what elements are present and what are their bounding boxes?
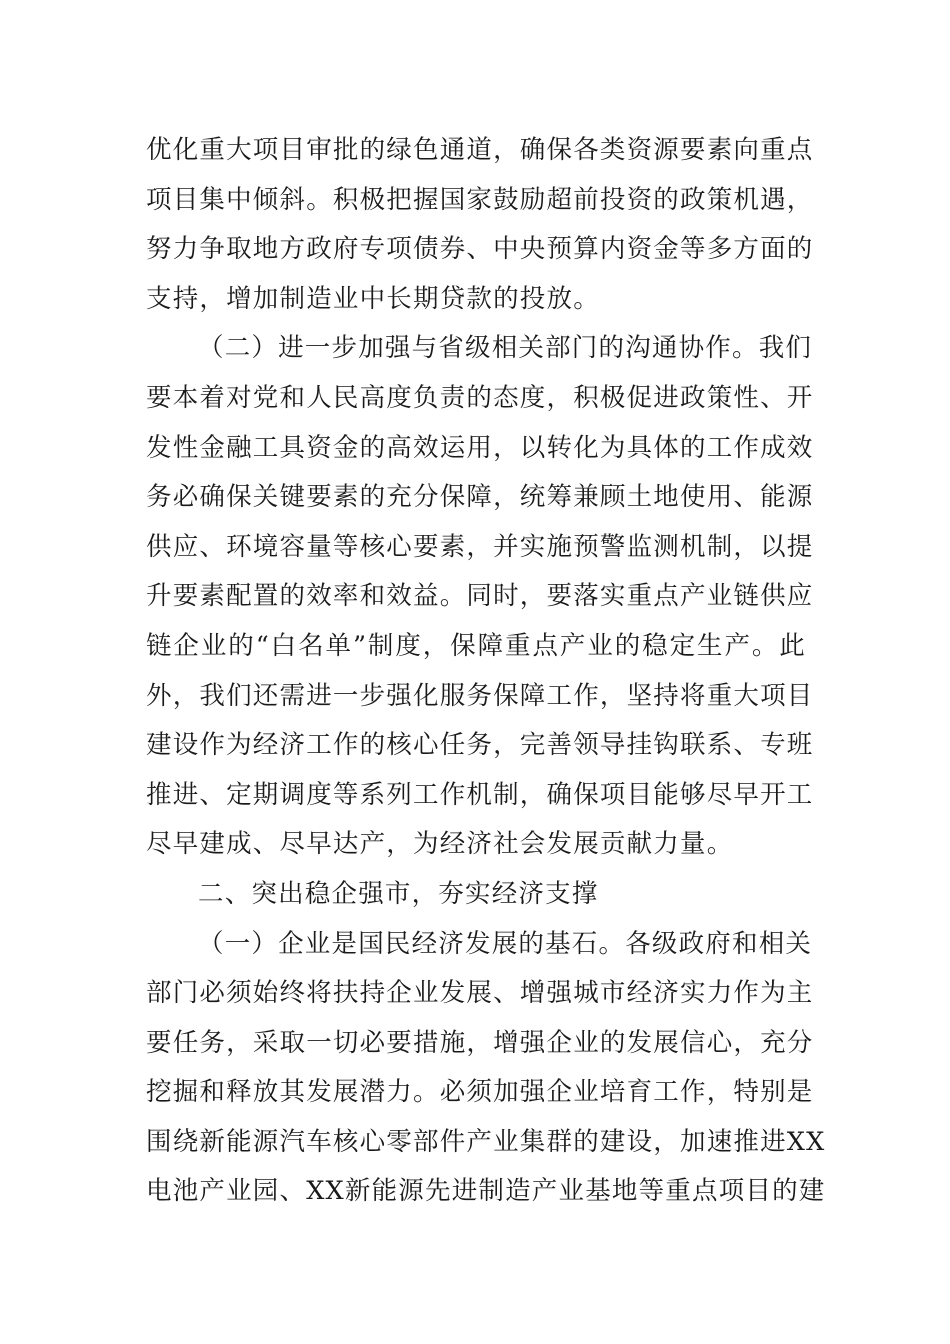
text-line: 供应、环境容量等核心要素，并实施预警监测机制，以提 [146, 531, 814, 562]
text-line: 要任务，采取一切必要措施，增强企业的发展信心，充分 [146, 1027, 814, 1058]
text-line: 项目集中倾斜。积极把握国家鼓励超前投资的政策机遇， [146, 184, 814, 215]
text-line: 电池产业园、XX新能源先进制造产业基地等重点项目的建 [146, 1176, 826, 1207]
text-line: 发性金融工具资金的高效运用，以转化为具体的工作成效 [146, 432, 814, 463]
text-line: 升要素配置的效率和效益。同时，要落实重点产业链供应 [146, 581, 814, 612]
text-line: 努力争取地方政府专项债券、中央预算内资金等多方面的 [146, 234, 814, 265]
text-line: 优化重大项目审批的绿色通道，确保各类资源要素向重点 [146, 135, 814, 165]
text-line: 部门必须始终将扶持企业发展、增强城市经济实力作为主 [146, 978, 814, 1009]
text-line: （一）企业是国民经济发展的基石。各级政府和相关 [198, 928, 813, 959]
text-line: （二）进一步加强与省级相关部门的沟通协作。我们 [198, 333, 813, 364]
text-line: 建设作为经济工作的核心任务，完善领导挂钩联系、专班 [146, 730, 814, 761]
text-line: 围绕新能源汽车核心零部件产业集群的建设，加速推进XX [146, 1126, 826, 1157]
section-heading: 二、突出稳企强市，夯实经济支撑 [198, 878, 599, 909]
text-line: 尽早建成、尽早达产，为经济社会发展贡献力量。 [146, 829, 734, 860]
text-line: 要本着对党和人民高度负责的态度，积极促进政策性、开 [146, 382, 814, 413]
text-line: 挖掘和释放其发展潜力。必须加强企业培育工作，特别是 [146, 1077, 814, 1108]
text-line: 务必确保关键要素的充分保障，统筹兼顾土地使用、能源 [146, 482, 814, 513]
text-line: 推进、定期调度等系列工作机制，确保项目能够尽早开工 [146, 779, 814, 810]
document-body [146, 126, 826, 1217]
text-line: 外，我们还需进一步强化服务保障工作，坚持将重大项目 [146, 680, 814, 711]
text-line: 支持，增加制造业中长期贷款的投放。 [146, 283, 600, 314]
text-line: 链企业的“白名单”制度，保障重点产业的稳定生产。此 [146, 630, 806, 661]
